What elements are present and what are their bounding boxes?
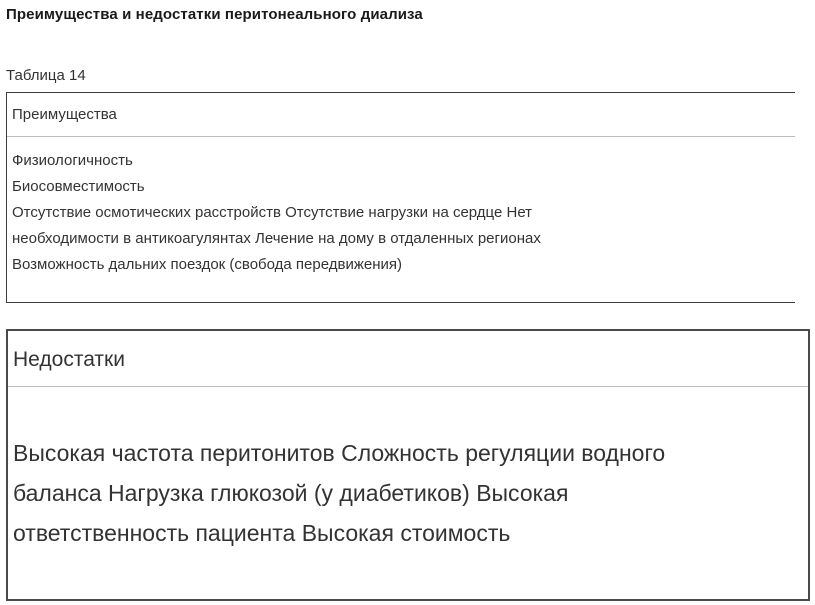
advantages-line: Биосовместимость — [12, 178, 145, 195]
disadvantages-line: ответственность пациента Высокая стоимость — [13, 520, 511, 546]
advantages-line: необходимости в антикоагулянтах Лечение на дому в отдаленных регионах — [12, 230, 541, 247]
disadvantages-line: Высокая частота перитонитов Сложность регуляции водного — [13, 440, 666, 466]
disadvantages-table — [6, 329, 810, 601]
advantages-table — [6, 92, 795, 303]
disadvantages-cell — [8, 387, 808, 553]
advantages-line: Возможность дальних поездок (свобода передвижения) — [12, 256, 402, 273]
advantages-line: Физиологичность — [12, 152, 133, 169]
advantages-cell — [7, 137, 795, 278]
page-title: Преимущества и недостатки перитонеального диализа — [6, 6, 423, 23]
disadvantages-line: баланса Нагрузка глюкозой (у диабетиков) Высокая — [13, 480, 569, 506]
table-caption: Таблица 14 — [6, 67, 86, 84]
advantages-header: Преимущества — [7, 93, 795, 137]
advantages-line: Отсутствие осмотических расстройств Отсутствие нагрузки на сердце Нет — [12, 204, 533, 221]
disadvantages-header: Недостатки — [8, 331, 808, 387]
